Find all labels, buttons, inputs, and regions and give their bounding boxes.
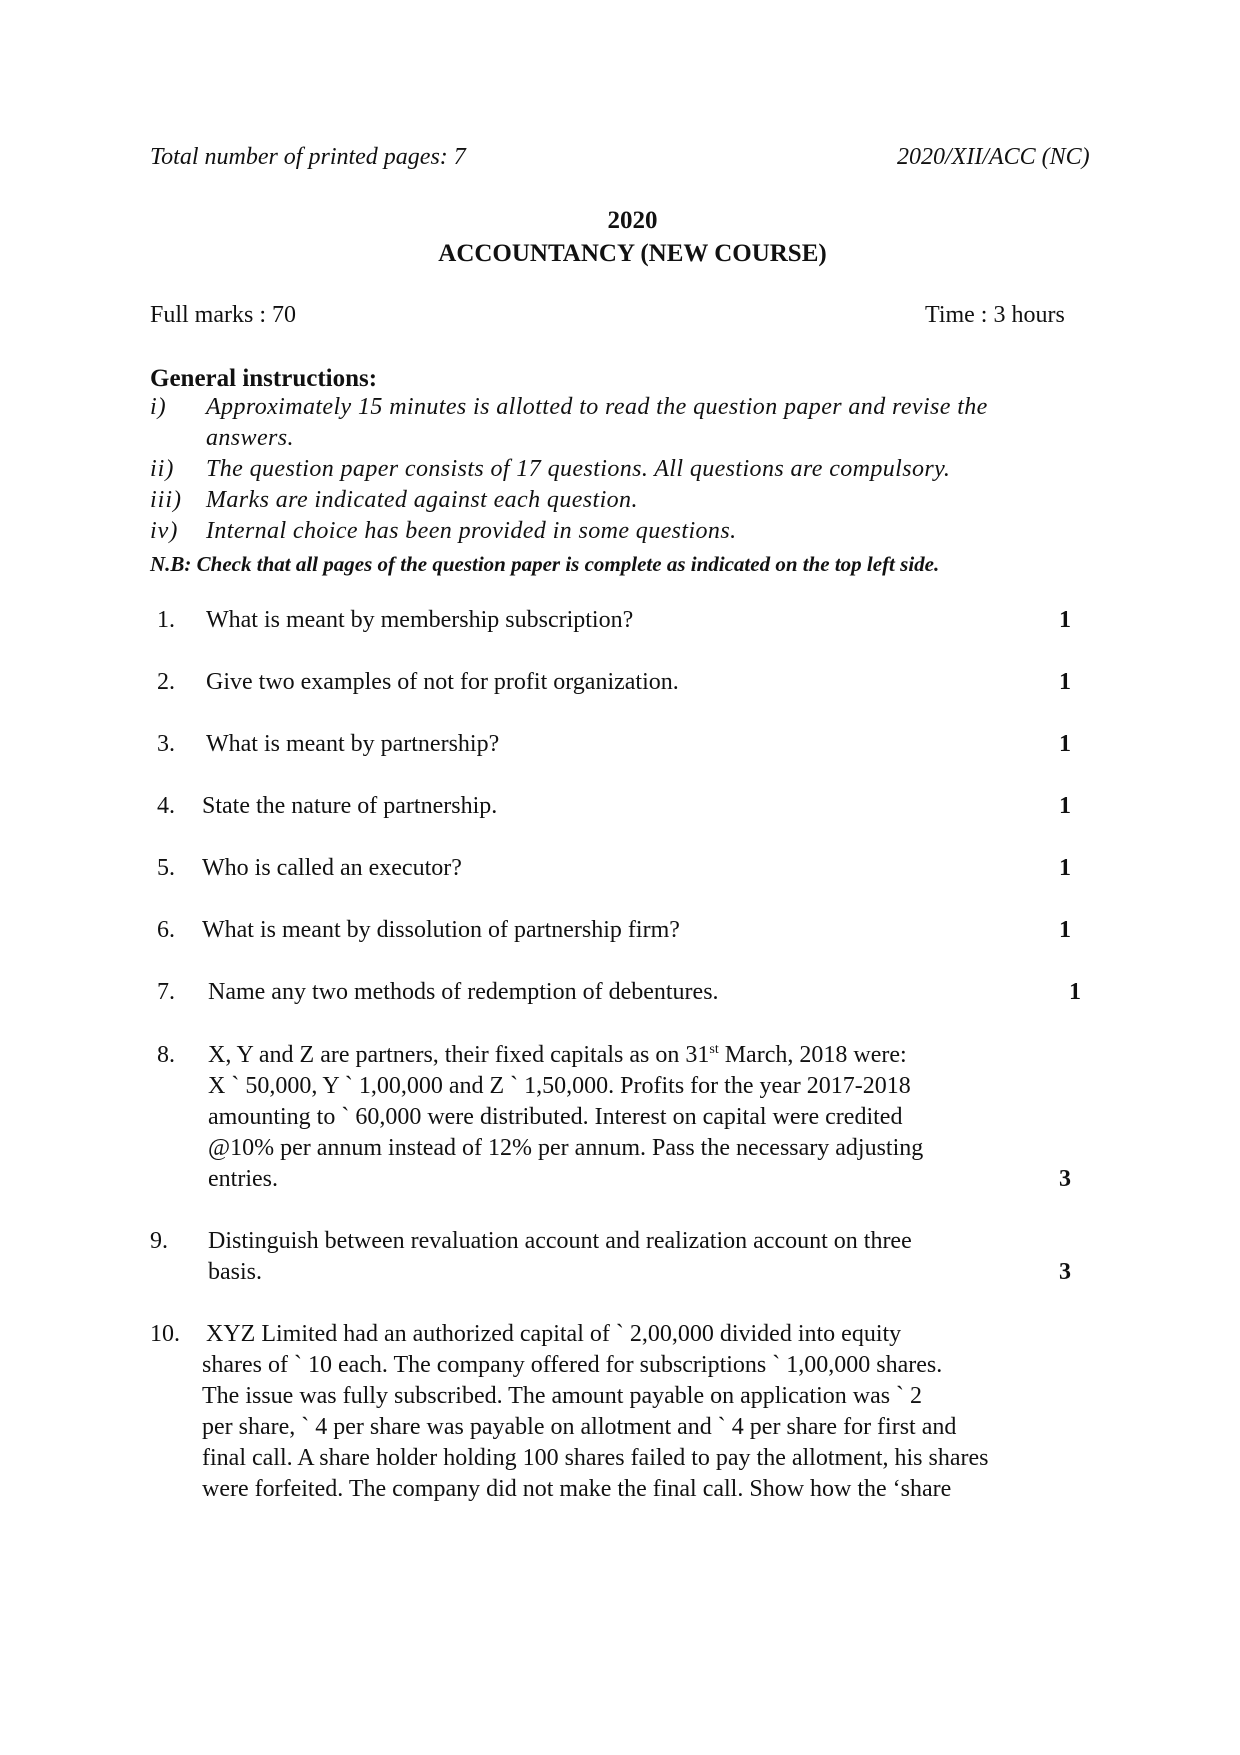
instruction-text: Marks are indicated against each question.: [206, 487, 638, 513]
question-marks: 3: [1059, 1166, 1071, 1192]
question-marks: 3: [1059, 1259, 1071, 1285]
question-text: Name any two methods of redemption of debentures.: [208, 979, 719, 1005]
question-text: amounting to ` 60,000 were distributed. Interest on capital were credited: [208, 1104, 903, 1130]
question-text-part: March, 2018 were:: [718, 1042, 907, 1068]
question-marks: 1: [1059, 731, 1071, 757]
question-number: 3.: [157, 731, 175, 757]
question-marks: 1: [1059, 669, 1071, 695]
instruction-text: Internal choice has been provided in some questions.: [206, 518, 737, 544]
instruction-text: answers.: [206, 425, 294, 451]
question-text: shares of ` 10 each. The company offered for subscriptions ` 1,00,000 shares.: [202, 1352, 943, 1378]
question-number: 8.: [157, 1042, 175, 1068]
question-text: [208, 1042, 907, 1069]
question-text: basis.: [208, 1259, 262, 1285]
question-text: X ` 50,000, Y ` 1,00,000 and Z ` 1,50,000. Profits for the year 2017-2018: [208, 1073, 911, 1099]
question-marks: 1: [1069, 979, 1081, 1005]
instruction-number: i): [150, 394, 167, 420]
question-marks: 1: [1059, 607, 1071, 633]
exam-year: 2020: [607, 207, 658, 234]
question-number: 4.: [157, 793, 175, 819]
instruction-number: iii): [150, 487, 182, 513]
question-number: 1.: [157, 607, 175, 633]
question-number: 2.: [157, 669, 175, 695]
question-text: entries.: [208, 1166, 278, 1192]
question-text: were forfeited. The company did not make the final call. Show how the ‘share: [202, 1476, 952, 1502]
instruction-text: The question paper consists of 17 questions. All questions are compulsory.: [206, 456, 951, 482]
pages-note: Total number of printed pages: 7: [150, 144, 466, 170]
question-number: 5.: [157, 855, 175, 881]
instruction-number: iv): [150, 518, 179, 544]
question-text: @10% per annum instead of 12% per annum. Pass the necessary adjusting: [208, 1135, 924, 1161]
question-text: final call. A share holder holding 100 shares failed to pay the allotment, his shares: [202, 1445, 989, 1471]
instructions-heading: General instructions:: [150, 365, 378, 392]
question-number: 9.: [150, 1228, 168, 1254]
question-number: 6.: [157, 917, 175, 943]
question-marks: 1: [1059, 917, 1071, 943]
question-text: XYZ Limited had an authorized capital of ` 2,00,000 divided into equity: [206, 1321, 902, 1347]
question-marks: 1: [1059, 793, 1071, 819]
time-allowed: Time : 3 hours: [925, 302, 1065, 328]
question-number: 10.: [150, 1321, 180, 1347]
question-text: Who is called an executor?: [202, 855, 462, 881]
full-marks: Full marks : 70: [150, 302, 297, 328]
question-text: State the nature of partnership.: [202, 793, 498, 819]
question-text: What is meant by membership subscription?: [206, 607, 634, 633]
instruction-text: Approximately 15 minutes is allotted to read the question paper and revise the: [206, 394, 988, 420]
question-text: The issue was fully subscribed. The amount payable on application was ` 2: [202, 1383, 923, 1409]
question-number: 7.: [157, 979, 175, 1005]
paper-code: 2020/XII/ACC (NC): [897, 144, 1090, 170]
nb-note: N.B: Check that all pages of the question paper is complete as indicated on the top left side.: [150, 552, 940, 576]
question-text: per share, ` 4 per share was payable on allotment and ` 4 per share for first and: [202, 1414, 957, 1440]
question-text: Give two examples of not for profit organization.: [206, 669, 679, 695]
question-text: What is meant by dissolution of partnership firm?: [202, 917, 680, 943]
question-text: What is meant by partnership?: [206, 731, 500, 757]
question-text: Distinguish between revaluation account and realization account on three: [208, 1228, 912, 1254]
question-marks: 1: [1059, 855, 1071, 881]
instruction-number: ii): [150, 456, 175, 482]
exam-subject: ACCOUNTANCY (NEW COURSE): [438, 240, 827, 267]
ordinal-suffix: st: [709, 1042, 719, 1057]
question-text-part: X, Y and Z are partners, their fixed capitals as on 31: [208, 1042, 710, 1068]
